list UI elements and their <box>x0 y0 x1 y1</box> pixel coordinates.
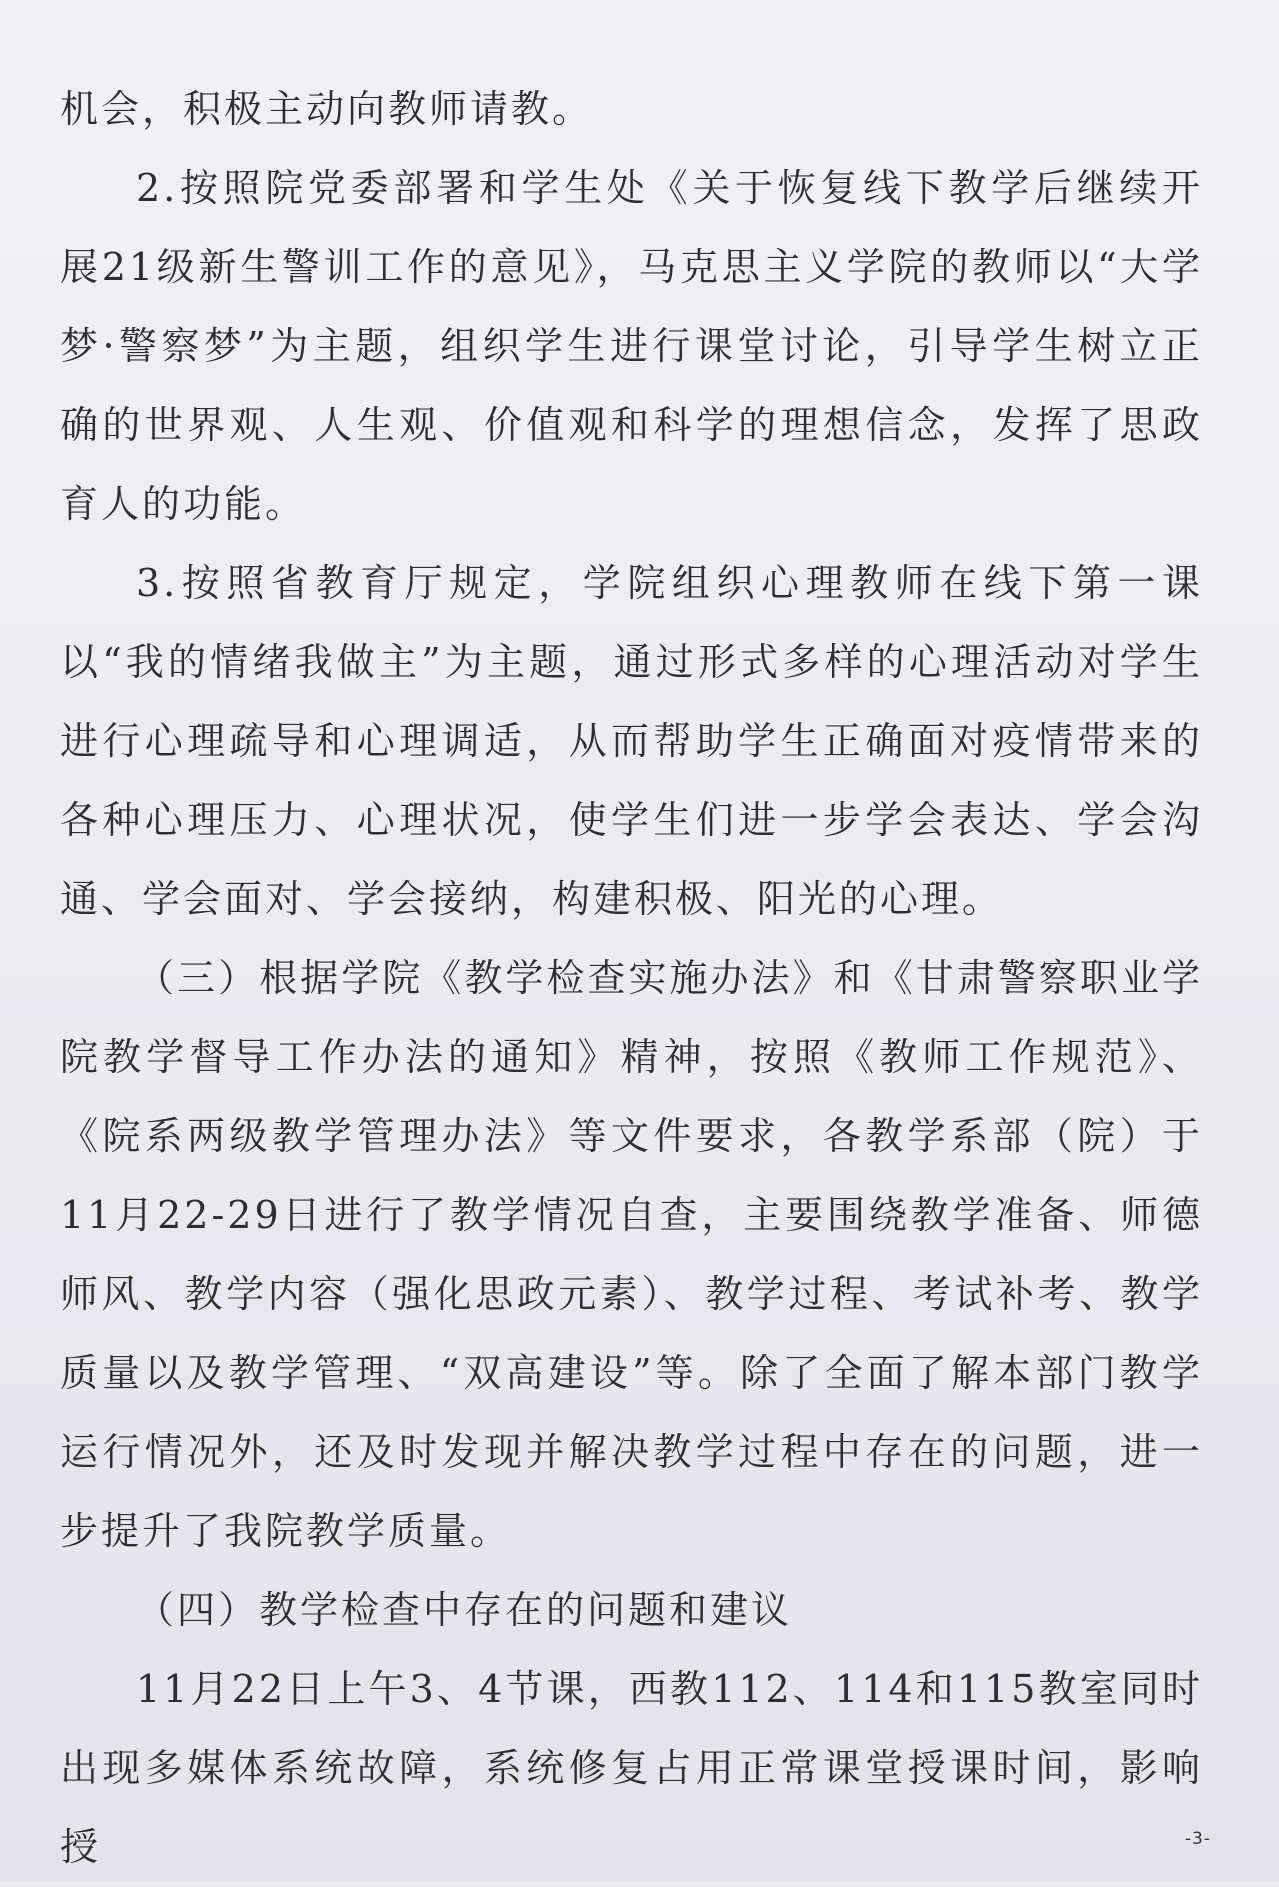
paragraph-continuation: 机会，积极主动向教师请教。 <box>60 87 594 131</box>
paragraph-item-2: 2.按照院党委部署和学生处《关于恢复线下教学后继续开展21级新生警训工作的意见》，马克思主义学院的教师以“大学梦·警察梦”为主题，组织学生进行课堂讨论，引导学生树立正确的世界观、人生观、价值观和科学的理想信念，发挥了思政育人的功能。 <box>60 166 1203 526</box>
paragraph-section-4: 11月22日上午3、4节课，西教112、114和115教室同时出现多媒体系统故障，系统修复占用正常课堂授课时间，影响授 <box>60 1667 1203 1869</box>
paragraph-item-3: 3.按照省教育厅规定，学院组织心理教师在线下第一课以“我的情绪我做主”为主题，通过形式多样的心理活动对学生进行心理疏导和心理调适，从而帮助学生正确面对疫情带来的各种心理压力、心理状况，使学生们进一步学会表达、学会沟通、学会面对、学会接纳，构建积极、阳光的心理。 <box>60 561 1203 921</box>
page-number: -3- <box>1184 1829 1211 1849</box>
section-heading-4: （四）教学检查中存在的问题和建议 <box>136 1588 793 1632</box>
paragraph-section-3: （三）根据学院《教学检查实施办法》和《甘肃警察职业学院教学督导工作办法的通知》精神，按照《教师工作规范》、《院系两级教学管理办法》等文件要求，各教学系部（院）于11月22-29日进行了教学情况自查，主要围绕教学准备、师德师风、教学内容（强化思政元素）、教学过程、考试补考、教学质量以及教学管理、“双高建设”等。除了全面了解本部门教学运行情况外，还及时发现并解决教学过程中存在的问题，进一步提升了我院教学质量。 <box>60 956 1203 1553</box>
